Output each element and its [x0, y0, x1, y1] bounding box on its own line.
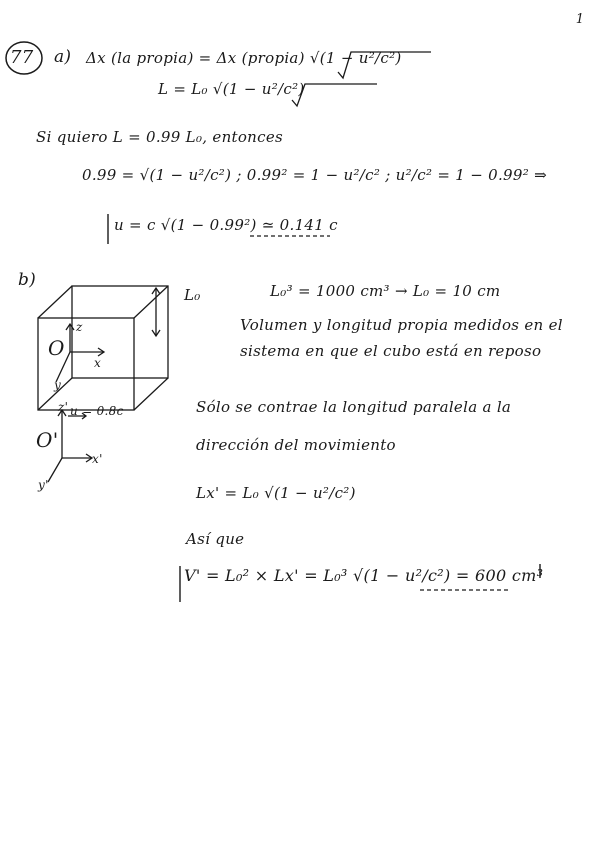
diagram-y-prime-label: y' [38, 478, 49, 492]
part-b-volume: L₀³ = 1000 cm³ → L₀ = 10 cm [270, 282, 501, 300]
problem-number: 77 [10, 47, 34, 68]
part-a-label: a) [54, 47, 72, 67]
diagram-O-prime-label: O' [36, 428, 59, 452]
part-a-line1: Δx (la propia) = Δx (propia) √(1 − u²/c²) [86, 49, 402, 67]
part-a-line2: L = L₀ √(1 − u²/c²) [158, 80, 305, 98]
diagram-y-label: y [54, 378, 62, 392]
diagram-z-label: z [76, 320, 83, 334]
part-a-condition: Si quiero L = 0.99 L₀, entonces [36, 128, 284, 146]
diagram-z-prime-label: z' [58, 400, 69, 414]
part-b-final: V' = L₀² × Lx' = L₀³ √(1 − u²/c²) = 600 cm³ [184, 566, 544, 585]
part-b-note2: sistema en que el cubo está en reposo [240, 342, 542, 360]
diagram-x-prime-label: x' [92, 452, 103, 466]
part-b-note3: Sólo se contrae la longitud paralela a la [196, 398, 512, 416]
part-a-equation: 0.99 = √(1 − u²/c²) ; 0.99² = 1 − u²/c² ; u²/c² = 1 − 0.99² ⇒ [82, 166, 547, 184]
diagram-u-label: u = 0.8c [70, 404, 124, 418]
part-a-result: u = c √(1 − 0.99²) ≃ 0.141 c [114, 216, 338, 234]
part-b-l0: L₀ [184, 286, 201, 304]
diagram-O-label: O [48, 336, 65, 360]
part-b-note4: dirección del movimiento [196, 436, 396, 454]
part-b-note1: Volumen y longitud propia medidos en el [240, 316, 563, 334]
part-b-lx: Lx' = L₀ √(1 − u²/c²) [196, 484, 356, 502]
part-b-label: b) [18, 270, 37, 290]
page-number: 1 [575, 12, 584, 27]
diagram-x-label: x [94, 356, 102, 370]
part-b-asi: Así que [186, 530, 245, 548]
